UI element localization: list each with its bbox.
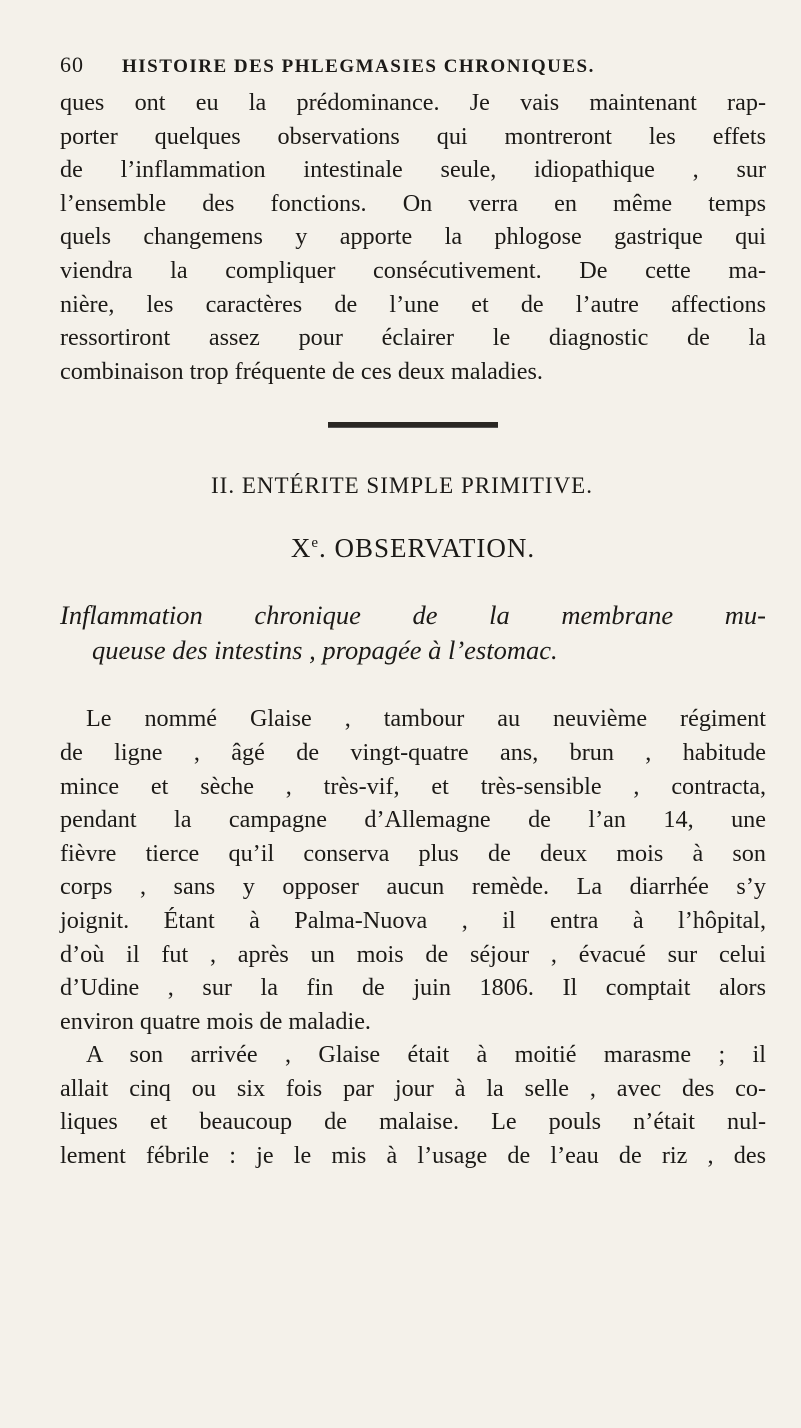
text-line: viendra la compliquer consécutivement. De cette ma- <box>60 256 766 284</box>
text-line: A son arrivée , Glaise était à moitié marasme ; il <box>86 1041 766 1069</box>
subtitle-line: queuse des intestins , propagée à l’estomac. <box>92 635 558 666</box>
text-line: d’Udine , sur la fin de juin 1806. Il comptait alors <box>60 974 766 1002</box>
running-head <box>60 52 766 86</box>
text-line: d’où il fut , après un mois de séjour , évacué sur celui <box>60 940 766 968</box>
subtitle-line: Inflammation chronique de la membrane mu- <box>60 600 766 631</box>
text-line: de l’inflammation intestinale seule, idiopathique , sur <box>60 156 766 184</box>
text-line: nière, les caractères de l’une et de l’autre affections <box>60 290 766 318</box>
text-line: lement fébrile : je le mis à l’usage de l’eau de riz , des <box>60 1142 766 1170</box>
text-line: pendant la campagne d’Allemagne de l’an 14, une <box>60 806 766 834</box>
text-line: fièvre tierce qu’il conserva plus de deux mois à son <box>60 839 766 867</box>
body-paragraph <box>60 1038 766 1172</box>
text-line: ques ont eu la prédominance. Je vais maintenant rap- <box>60 89 766 116</box>
text-line: corps , sans y opposer aucun remède. La diarrhée s’y <box>60 873 766 901</box>
text-line: environ quatre mois de maladie. <box>60 1007 371 1035</box>
text-line: mince et sèche , très-vif, et très-sensible , contracta, <box>60 772 766 800</box>
observation-numeral: X <box>290 533 312 564</box>
intro-paragraph <box>60 86 766 388</box>
text-line: combinaison trop fréquente de ces deux maladies. <box>60 357 543 385</box>
book-page <box>60 52 766 1173</box>
text-line: ressortiront assez pour éclairer le diagnostic de la <box>60 324 766 352</box>
text-line: joignit. Étant à Palma-Nuova , il entra à l’hôpital, <box>60 906 766 934</box>
observation-title <box>60 533 766 564</box>
text-line: de ligne , âgé de vingt-quatre ans, brun , habitude <box>60 738 766 766</box>
observation-subtitle <box>60 598 766 668</box>
text-line: porter quelques observations qui montreront les effets <box>60 122 766 150</box>
text-line: Le nommé Glaise , tambour au neuvième régiment <box>86 705 766 733</box>
text-line: l’ensemble des fonctions. On verra en même temps <box>60 189 766 217</box>
body-paragraph <box>60 702 766 1038</box>
running-title: HISTOIRE DES PHLEGMASIES CHRONIQUES. <box>122 56 595 77</box>
observation-label: . OBSERVATION. <box>319 533 536 564</box>
text-line: quels changemens y apporte la phlogose gastrique qui <box>60 223 766 251</box>
text-line: liques et beaucoup de malaise. Le pouls n’était nul- <box>60 1108 766 1136</box>
text-line: allait cinq ou six fois par jour à la selle , avec des co- <box>60 1074 766 1102</box>
observation-superscript: e <box>311 535 320 552</box>
section-title: II. ENTÉRITE SIMPLE PRIMITIVE. <box>211 473 593 499</box>
section-divider <box>328 422 498 428</box>
page-number: 60 <box>60 52 84 77</box>
